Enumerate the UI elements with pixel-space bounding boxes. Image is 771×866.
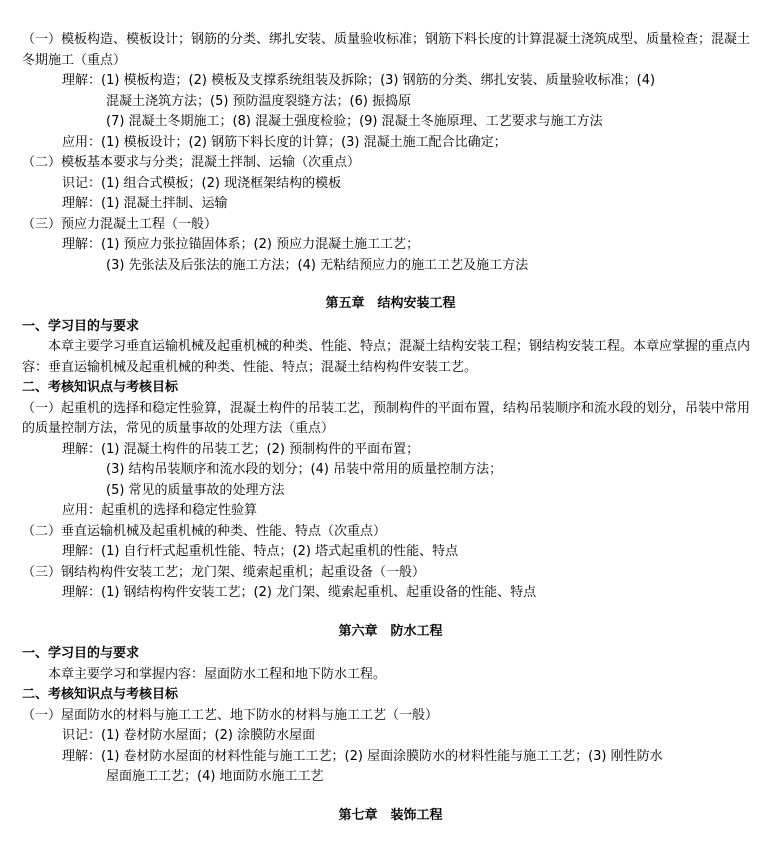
understand-line: 理解：(1) 混凝土构件的吊装工艺；(2) 预制构件的平面布置； xyxy=(62,441,420,457)
section-heading: 二、考核知识点与考核目标 xyxy=(22,380,179,395)
memorize-line: 识记：(1) 卷材防水屋面；(2) 涂膜防水屋面 xyxy=(62,728,316,743)
item-1-heading: （一）模板构造、模板设计；钢筋的分类、绑扎安装、质量验收标准；钢筋下料长度的计算混凝土浇筑成型、质量检查；混凝土冬期施工（重点） xyxy=(22,32,751,68)
chapter-7-title: 第七章 装饰工程 xyxy=(338,807,443,823)
understand-line-cont: (3) 先张法及后张法的施工方法；(4) 无粘结预应力的施工工艺及施工方法 xyxy=(106,257,529,273)
paragraph: 本章主要学习垂直运输机械及起重机械的种类、性能、特点；混凝土结构安装工程；钢结构安装工程。本章应掌握的重点内容：垂直运输机械及起重机械的种类、性能、特点；混凝土结构构件安装工艺。 xyxy=(22,339,751,375)
understand-line: 理解：(1) 预应力张拉锚固体系；(2) 预应力混凝土施工工艺； xyxy=(62,237,420,252)
section-heading: 一、学习目的与要求 xyxy=(22,646,140,661)
chapter-5-title: 第五章 结构安装工程 xyxy=(325,296,456,311)
section-heading: 二、考核知识点与考核目标 xyxy=(22,687,179,702)
paragraph: 本章主要学习和掌握内容：屋面防水工程和地下防水工程。 xyxy=(48,666,387,682)
understand-line-cont: 混凝土浇筑方法；(5) 预防温度裂缝方法；(6) 振捣原 xyxy=(106,93,412,109)
understand-line: 理解：(1) 钢结构构件安装工艺；(2) 龙门架、缆索起重机、起重设备的性能、特点 xyxy=(62,585,537,600)
understand-line: 理解：(1) 卷材防水屋面的材料性能与施工工艺；(2) 屋面涂膜防水的材料性能与施工工艺；(3) 刚性防水 xyxy=(62,748,663,764)
understand-line-cont: (7) 混凝土冬期施工；(8) 混凝土强度检验；(9) 混凝土冬施原理、工艺要求与施工方法 xyxy=(106,114,603,129)
item-2-heading: （二）垂直运输机械及起重机械的种类、性能、特点（次重点） xyxy=(22,523,387,539)
item-1-heading: （一）屋面防水的材料与施工工艺、地下防水的材料与施工工艺（一般） xyxy=(22,707,439,723)
item-3-heading: （三）预应力混凝土工程（一般） xyxy=(22,216,218,232)
understand-line-cont: 屋面施工工艺；(4) 地面防水施工工艺 xyxy=(106,769,324,784)
chapter-6-title: 第六章 防水工程 xyxy=(338,623,443,639)
section-heading: 一、学习目的与要求 xyxy=(22,318,140,334)
understand-line: 理解：(1) 混凝土拌制、运输 xyxy=(62,196,228,211)
apply-line: 应用：起重机的选择和稳定性验算 xyxy=(62,503,258,518)
memorize-line: 识记：(1) 组合式模板；(2) 现浇框架结构的模板 xyxy=(62,175,342,191)
understand-line: 理解：(1) 自行杆式起重机性能、特点；(2) 塔式起重机的性能、特点 xyxy=(62,544,459,559)
understand-line-cont: (5) 常见的质量事故的处理方法 xyxy=(106,482,285,498)
understand-line: 理解：(1) 模板构造；(2) 模板及支撑系统组装及拆除；(3) 钢筋的分类、绑扎安装、质量验收标准；(4) xyxy=(62,73,656,88)
item-1-heading: （一）起重机的选择和稳定性验算，混凝土构件的吊装工艺，预制构件的平面布置，结构吊装顺序和流水段的划分，吊装中常用的质量控制方法，常见的质量事故的处理方法（重点） xyxy=(22,400,751,436)
apply-line: 应用：(1) 模板设计；(2) 钢筋下料长度的计算；(3) 混凝土施工配合比确定； xyxy=(62,134,507,150)
item-2-heading: （二）模板基本要求与分类；混凝土拌制、运输（次重点） xyxy=(22,155,361,170)
item-3-heading: （三）钢结构构件安装工艺；龙门架、缆索起重机；起重设备（一般） xyxy=(22,564,426,580)
understand-line-cont: (3) 结构吊装顺序和流水段的划分；(4) 吊装中常用的质量控制方法； xyxy=(106,462,503,477)
